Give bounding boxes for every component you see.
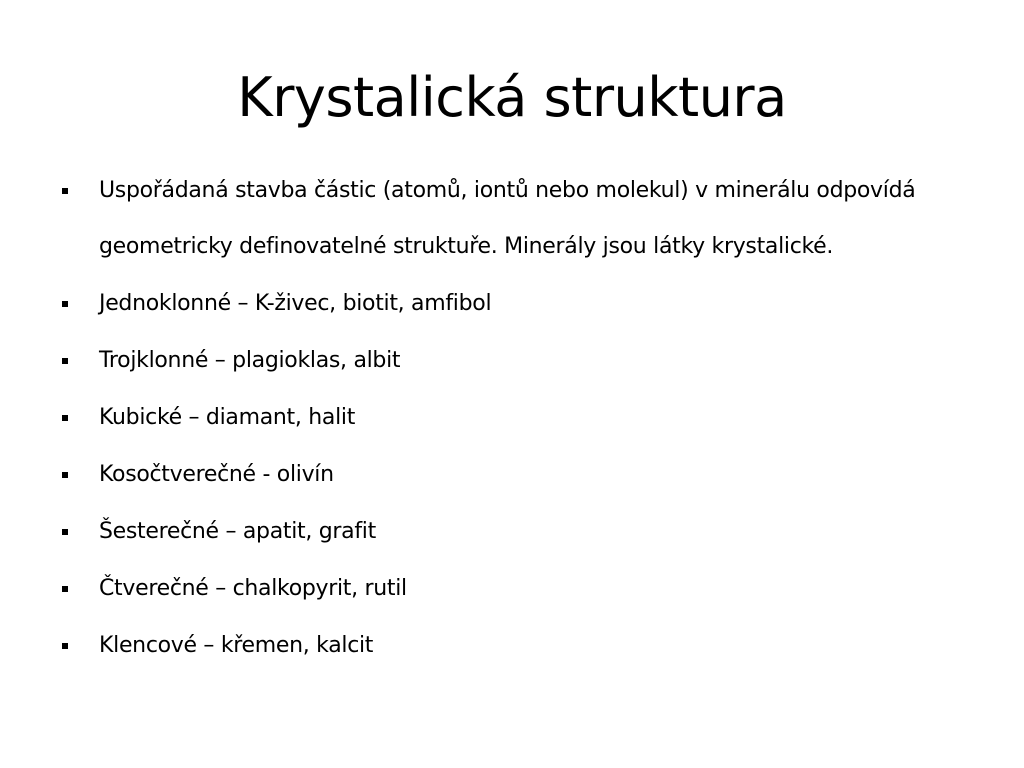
list-item xyxy=(60,390,960,446)
square-bullet-icon xyxy=(62,188,68,194)
square-bullet-icon xyxy=(62,415,68,421)
bullet-text: Kosočtverečné - olivín xyxy=(99,462,334,487)
square-bullet-icon xyxy=(62,301,68,307)
bullet-text: Čtverečné – chalkopyrit, rutil xyxy=(99,576,407,601)
square-bullet-icon xyxy=(62,586,68,592)
square-bullet-icon xyxy=(62,472,68,478)
list-item xyxy=(60,561,960,617)
bullet-text: Trojklonné – plagioklas, albit xyxy=(99,348,401,373)
list-item xyxy=(60,504,960,560)
bullet-list xyxy=(60,163,960,675)
bullet-text: Uspořádaná stavba částic (atomů, iontů nebo molekul) v minerálu odpovídá geometricky definovatelné struktuře. Minerály jsou látky krystalické. xyxy=(99,178,916,259)
bullet-text: Šesterečné – apatit, grafit xyxy=(99,519,376,544)
list-item xyxy=(60,163,960,275)
bullet-text: Jednoklonné – K-živec, biotit, amfibol xyxy=(99,291,492,316)
list-item xyxy=(60,447,960,503)
square-bullet-icon xyxy=(62,643,68,649)
list-item xyxy=(60,333,960,389)
bullet-text: Kubické – diamant, halit xyxy=(99,405,356,430)
bullet-text: Klencové – křemen, kalcit xyxy=(99,633,374,658)
list-item xyxy=(60,618,960,674)
square-bullet-icon xyxy=(62,358,68,364)
slide-title: Krystalická struktura xyxy=(237,66,787,129)
square-bullet-icon xyxy=(62,529,68,535)
list-item xyxy=(60,276,960,332)
